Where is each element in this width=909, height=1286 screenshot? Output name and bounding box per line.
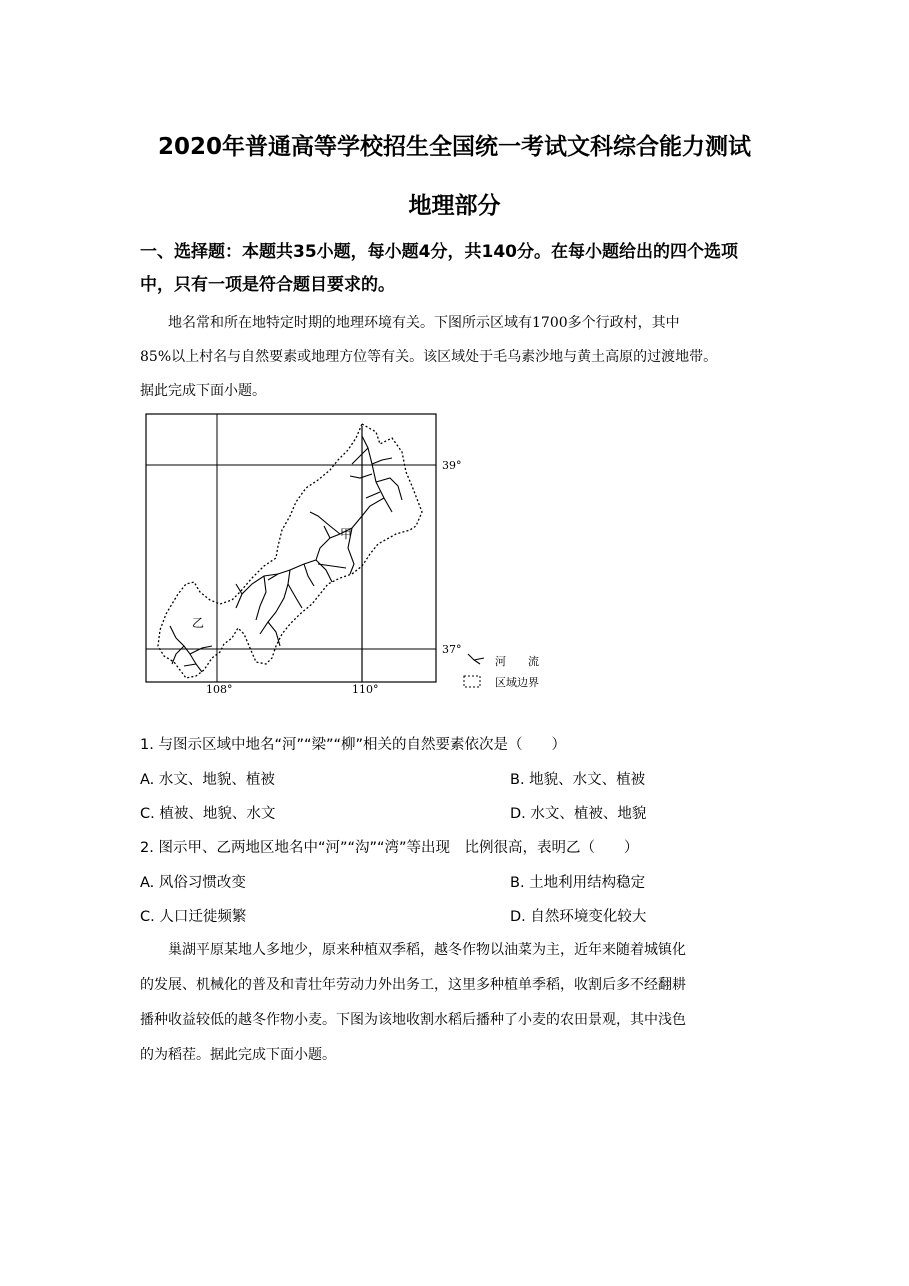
question-1-option-d: D. 水文、植被、地貌 <box>510 806 647 822</box>
intro-paragraph-1 <box>140 306 780 408</box>
question-1-option-c: C. 植被、地貌、水文 <box>140 806 276 822</box>
place-label-yi: 乙 <box>192 616 205 630</box>
intro2-line-3: 播种收益较低的越冬作物小麦。下图为该地收割水稻后播种了小麦的农田景观，其中浅色 <box>140 1012 686 1028</box>
question-2-option-b: B. 土地利用结构稳定 <box>510 875 646 891</box>
map-legend <box>464 654 539 689</box>
legend-river-symbol <box>468 654 484 664</box>
question-1-option-b: B. 地貌、水文、植被 <box>510 772 646 788</box>
place-label-jia: 甲 <box>340 527 353 541</box>
region-map <box>140 408 560 698</box>
latitude-37-label: 37° <box>442 643 462 656</box>
intro1-line-1: 地名常和所在地特定时期的地理环境有关。下图所示区域有1700多个行政村，其中 <box>168 315 680 331</box>
page-title: 2020年普通高等学校招生全国统一考试文科综合能力测试 <box>157 134 751 160</box>
legend-boundary-symbol <box>464 676 480 687</box>
map-frame <box>146 414 436 682</box>
question-1-stem: 1. 与图示区域中地名“河”“梁”“柳”相关的自然要素依次是（ ） <box>140 737 567 753</box>
section-heading-line-1: 一、选择题：本题共35小题，每小题4分，共140分。在每小题给出的四个选项 <box>140 242 738 262</box>
legend-boundary-label: 区域边界 <box>495 676 539 689</box>
intro1-line-3: 据此完成下面小题。 <box>140 383 266 399</box>
question-1-option-a: A. 水文、地貌、植被 <box>140 772 275 788</box>
longitude-110-label: 110° <box>352 683 379 696</box>
intro2-line-2: 的发展、机械化的普及和青壮年劳动力外出务工，这里多种植单季稻，收割后多不经翻耕 <box>140 977 686 993</box>
river-network <box>170 436 402 672</box>
section-heading-line-2: 中，只有一项是符合题目要求的。 <box>140 275 395 295</box>
question-2-option-a: A. 风俗习惯改变 <box>140 875 246 891</box>
intro2-line-4: 的为稻茬。据此完成下面小题。 <box>140 1047 336 1063</box>
longitude-108-label: 108° <box>206 683 233 696</box>
question-2-option-c: C. 人口迁徙频繁 <box>140 909 247 925</box>
section-heading <box>140 236 790 302</box>
intro2-line-1: 巢湖平原某地人多地少，原来种植双季稻，越冬作物以油菜为主，近年来随着城镇化 <box>168 942 686 958</box>
intro-paragraph-2 <box>140 933 780 1073</box>
question-2-stem: 2. 图示甲、乙两地区地名中“河”“沟”“湾”等出现 比例很高，表明乙（ ） <box>140 840 639 856</box>
question-2-option-d: D. 自然环境变化较大 <box>510 909 647 925</box>
region-boundary <box>158 424 422 678</box>
latitude-39-label: 39° <box>442 459 462 472</box>
page-subtitle: 地理部分 <box>408 193 501 219</box>
intro1-line-2: 85%以上村名与自然要素或地理方位等有关。该区域处于毛乌素沙地与黄土高原的过渡地带。 <box>140 349 718 365</box>
legend-river-label: 河 流 <box>495 655 539 668</box>
